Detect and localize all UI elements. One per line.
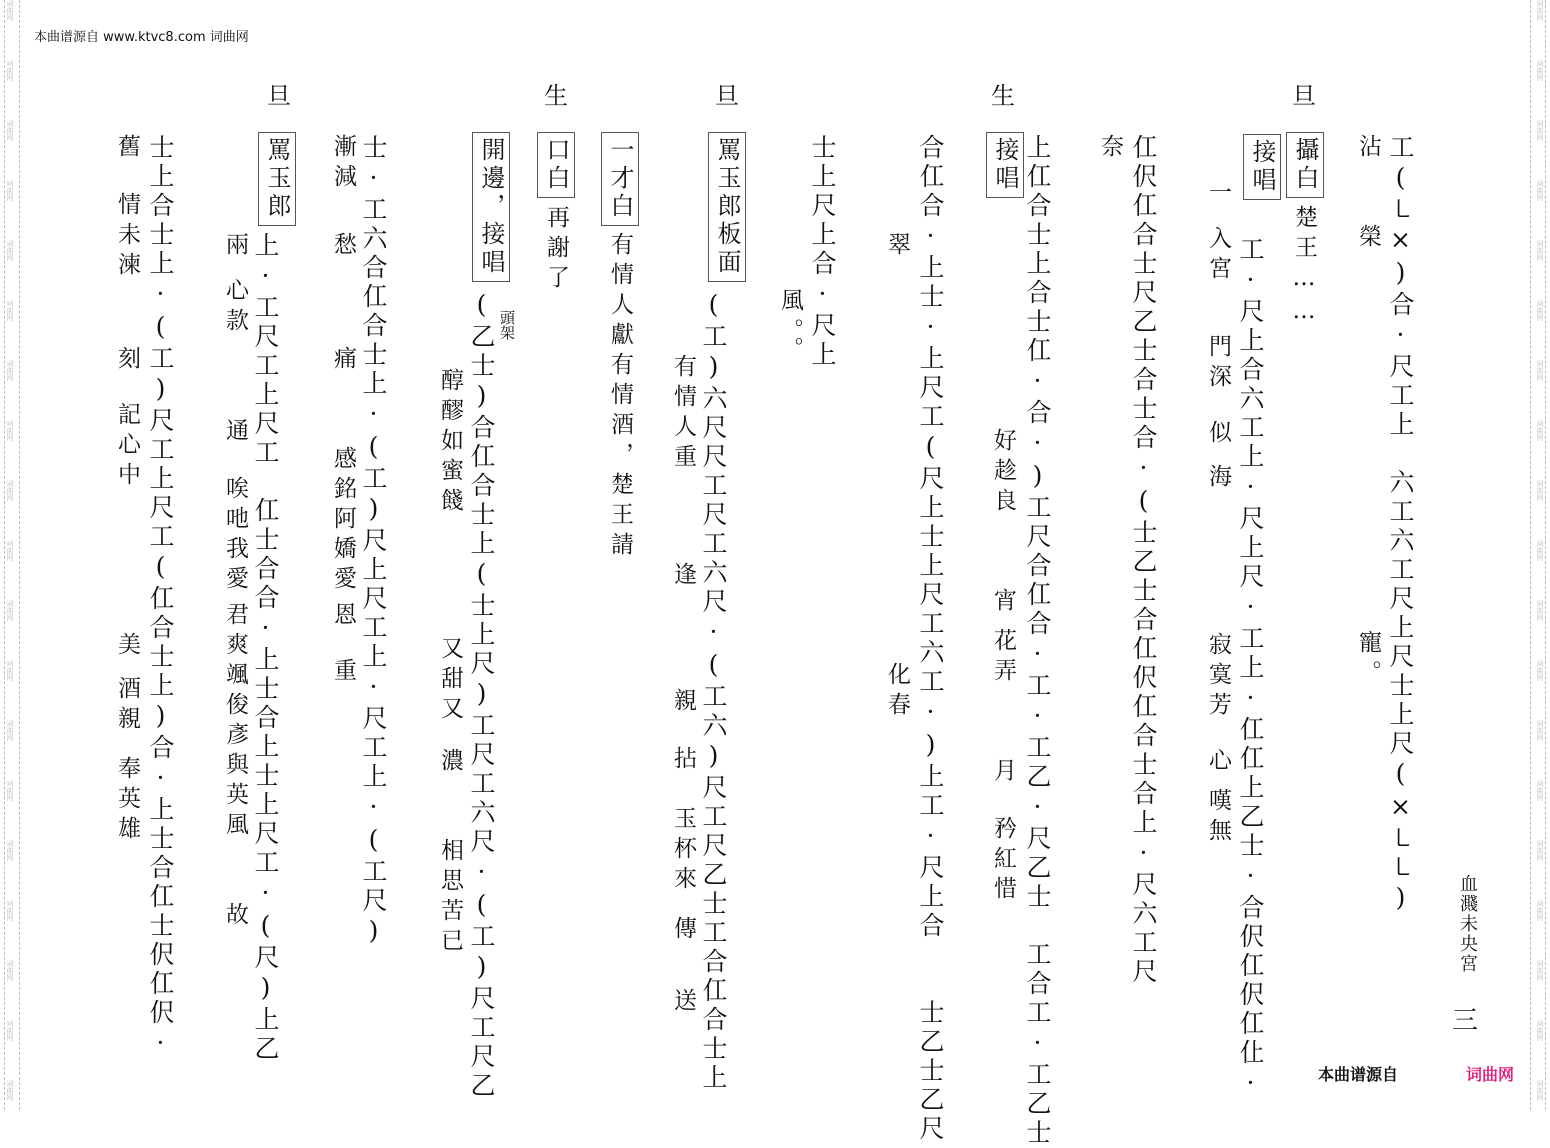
lyric: 奈 — [1097, 134, 1123, 164]
notation-column: 士上尺上合·尺上 — [808, 134, 837, 370]
watermark: 词曲网 — [1536, 60, 1544, 81]
lyric: 唉吔我愛 — [222, 476, 248, 596]
lyric: 漸減 — [330, 134, 356, 194]
lyric: 翠 — [884, 232, 910, 262]
footer-source: 本曲谱源自 — [1318, 1065, 1399, 1084]
lyric: 風。。 — [777, 288, 803, 367]
lyric: 嘆無 — [1205, 788, 1231, 848]
notation-column: 工·尺上合六工上·尺上尺·工上·仜仜上乙士·合伬仜伬仜仩· — [1236, 236, 1265, 1101]
watermark: 词曲网 — [6, 0, 14, 21]
watermark: 词曲网 — [1536, 840, 1544, 861]
watermark: 词曲网 — [6, 120, 14, 141]
lyric: 海 — [1205, 464, 1231, 494]
watermark: 词曲网 — [1536, 120, 1544, 141]
cue-box: 接唱 — [1243, 134, 1281, 200]
source-header: 本曲谱源自 www.ktvc8.com 词曲网 — [34, 30, 249, 45]
spoken-text: 楚王…… — [1291, 205, 1317, 331]
lyric: 花弄 — [990, 628, 1016, 688]
watermark: 词曲网 — [1536, 600, 1544, 621]
watermark: 词曲网 — [1536, 540, 1544, 561]
lyric: 拈 — [670, 746, 696, 776]
cue-box: 罵玉郎板面 — [708, 132, 746, 282]
spoken-text: 再謝了 — [543, 205, 569, 295]
watermark: 词曲网 — [1536, 960, 1544, 981]
lyric: 傳 — [670, 916, 696, 946]
watermark: 词曲网 — [6, 960, 14, 981]
footer-site-link[interactable]: 词曲网 — [1466, 1065, 1515, 1084]
lyric: 愁 — [330, 232, 356, 262]
lyric: 情未湅 — [114, 192, 140, 282]
lyric: 親 — [670, 688, 696, 718]
cue-box: 口白 — [537, 132, 575, 198]
notation-column: 上·工尺工上尺工 仜士合合·上士合上士上尺工·(尺)上乙 — [251, 232, 280, 1064]
lyric: 酒親 — [114, 676, 140, 736]
lyric: 君爽颯俊彥與英風 — [222, 602, 248, 842]
watermark: 词曲网 — [6, 1080, 14, 1101]
notation-column: 上仜合士上合士仜·合·)工尺合仜合·工·工乙·尺乙士 工合工·工乙士 — [1023, 134, 1052, 1148]
watermark: 词曲网 — [1536, 300, 1544, 321]
lyric: 兩 — [222, 232, 248, 262]
notation-column: 士·工六合仜合士上·(工)尺上尺工上·尺工上·(工尺) — [359, 134, 388, 949]
page-number: 三 — [1452, 1006, 1479, 1036]
lyric: 寂寞芳 — [1205, 632, 1231, 722]
lyric: 痛 — [330, 346, 356, 376]
watermark: 词曲网 — [6, 720, 14, 741]
watermark: 词曲网 — [1536, 1080, 1544, 1101]
watermark: 词曲网 — [1536, 420, 1544, 441]
lyric: 感銘阿嬌愛 — [330, 446, 356, 596]
lyric: 門深 — [1205, 334, 1231, 394]
lyric: 相思苦已 — [437, 838, 463, 958]
lyric: 矜紅惜 — [990, 816, 1016, 906]
watermark: 词曲网 — [6, 60, 14, 81]
lyric: 入宮 — [1205, 226, 1231, 286]
lyric: 刻 — [114, 346, 140, 376]
watermark: 词曲网 — [6, 1020, 14, 1041]
watermark: 词曲网 — [1536, 900, 1544, 921]
cue-box: 攝白 — [1286, 132, 1324, 198]
role-label: 生 — [991, 82, 1015, 110]
watermark: 词曲网 — [6, 840, 14, 861]
lyric: 醇醪如蜜餞 — [437, 368, 463, 518]
lyric: 沾 榮 — [1355, 134, 1381, 254]
watermark: 词曲网 — [6, 300, 14, 321]
lyric: 故 — [222, 902, 248, 932]
role-label: 旦 — [267, 82, 291, 110]
watermark: 词曲网 — [6, 780, 14, 801]
watermark: 词曲网 — [6, 360, 14, 381]
lyric: 美 — [114, 632, 140, 662]
cue-box: 開邊，接唱 — [472, 132, 510, 282]
lyric: 有情人重 — [670, 354, 696, 474]
watermark: 词曲网 — [1536, 1020, 1544, 1041]
notation-column: 合仜合·上士·上尺工(尺上士上尺工六工·)上工·尺上合 士乙士乙尺 — [916, 134, 945, 1144]
notation-column: 仜伬仜合士尺乙士合士合·(士乙士合仜伬仜合士合上·尺六工尺 — [1129, 134, 1158, 987]
watermark: 词曲网 — [1536, 480, 1544, 501]
role-label: 旦 — [1292, 82, 1316, 110]
lyric: 化春 — [884, 662, 910, 722]
watermark: 词曲网 — [6, 180, 14, 201]
watermark: 词曲网 — [1536, 180, 1544, 201]
role-label: 生 — [544, 82, 568, 110]
lyric: 送 — [670, 988, 696, 1018]
lyric: 心款 — [222, 278, 248, 338]
watermark: 词曲网 — [6, 480, 14, 501]
lyric: 月 — [990, 758, 1016, 788]
watermark: 词曲网 — [1536, 240, 1544, 261]
notation-column: (乙士)合仜合士上(士上尺)工尺工六尺·(工)尺工尺乙 — [467, 290, 496, 1101]
watermark: 词曲网 — [6, 420, 14, 441]
cue-box: 接唱 — [986, 132, 1024, 198]
lyric: 逢 — [670, 562, 696, 592]
small-annotation: 頭架 — [498, 310, 516, 340]
watermark: 词曲网 — [6, 240, 14, 261]
watermark: 词曲网 — [1536, 660, 1544, 681]
role-label: 旦 — [715, 82, 739, 110]
cue-box: 一才白 — [601, 132, 639, 226]
lyric: 玉杯來 — [670, 806, 696, 896]
watermark: 词曲网 — [1536, 360, 1544, 381]
lyric: 宵 — [990, 588, 1016, 618]
watermark: 词曲网 — [1536, 780, 1544, 801]
notation-column: 士上合士上·(工)尺工上尺工(仜合士上)合·上士合仜士伬仜伬· — [146, 134, 175, 1061]
cue-box: 罵玉郎 — [258, 132, 296, 226]
lyric: 心 — [1205, 748, 1231, 778]
lyric: 重 — [330, 658, 356, 688]
watermark: 词曲网 — [6, 660, 14, 681]
watermark: 词曲网 — [1536, 0, 1544, 21]
notation-column: 工(㇄×)合·尺工上 六工六工尺上尺士上尺(×㇄㇄) — [1386, 134, 1415, 916]
watermark: 词曲网 — [6, 540, 14, 561]
lyric: 舊 — [114, 134, 140, 164]
lyric: 恩 — [330, 602, 356, 632]
lyric: 奉英雄 — [114, 756, 140, 846]
opera-title: 血濺未央宮 — [1457, 874, 1478, 974]
lyric: 濃 — [437, 748, 463, 778]
lyric: 通 — [222, 418, 248, 448]
lyric: 又甜又 — [437, 636, 463, 726]
watermark: 词曲网 — [6, 600, 14, 621]
lyric: 好趁良 — [990, 428, 1016, 518]
watermark: 词曲网 — [1536, 720, 1544, 741]
watermark: 词曲网 — [6, 900, 14, 921]
notation-column: (工)六尺尺工尺工六尺·(工六)尺工尺乙士工合仜合士上 — [699, 290, 728, 1093]
lyric: 寵。 — [1355, 630, 1381, 690]
lyric: 記心中 — [114, 402, 140, 492]
spoken-text: 有情人獻有情酒，楚王請 — [607, 232, 633, 562]
lyric: 似 — [1205, 420, 1231, 450]
lyric: 一 — [1205, 180, 1231, 210]
